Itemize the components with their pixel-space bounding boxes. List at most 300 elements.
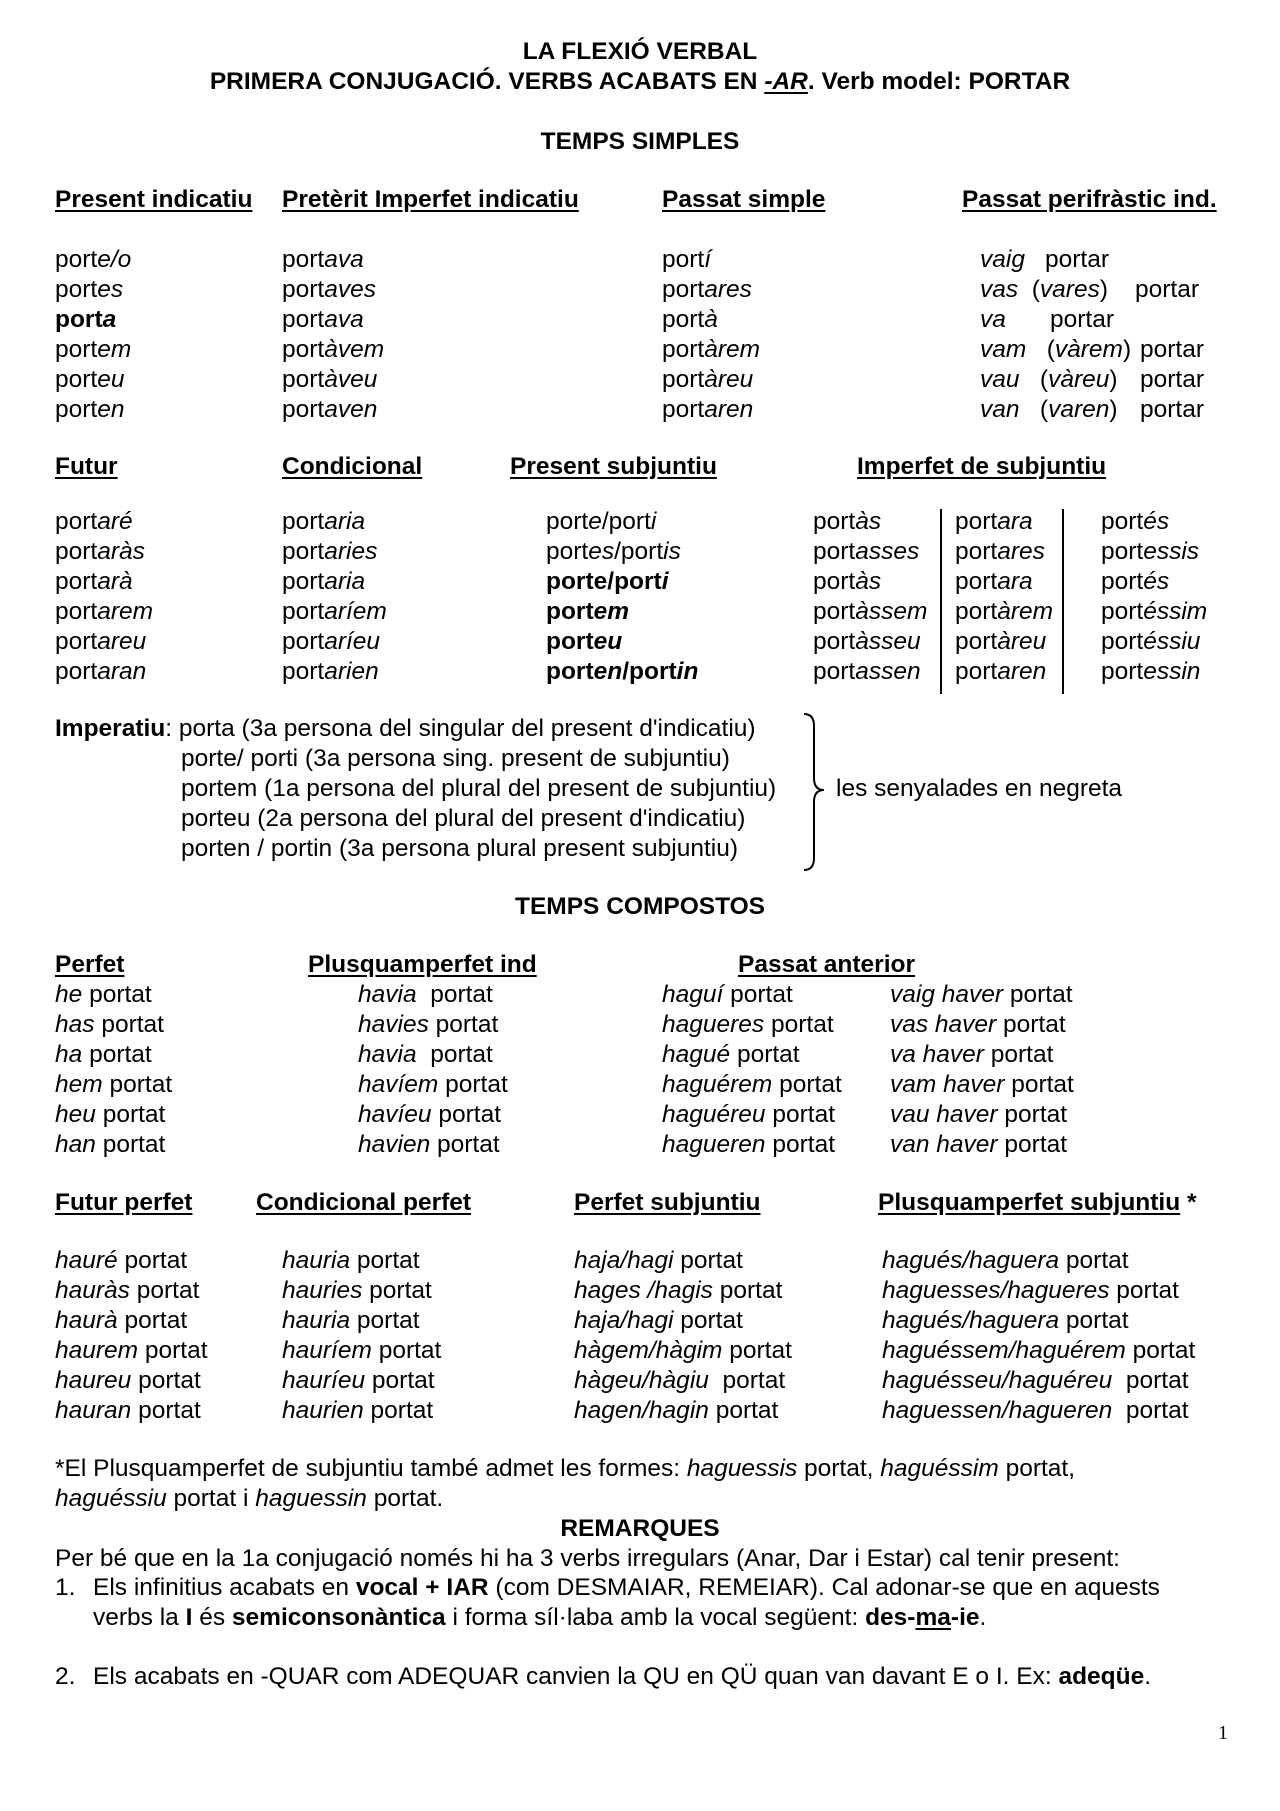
- text-segment: port: [662, 366, 705, 393]
- text-segment: port: [662, 246, 705, 273]
- header-present-indicatiu: Present indicatiu: [55, 186, 253, 213]
- text-segment: hagués/haguera: [882, 1247, 1060, 1274]
- text-segment: haguessen/hagueren: [882, 1397, 1113, 1424]
- text-segment: han: [55, 1131, 96, 1158]
- curly-brace-icon: [800, 712, 830, 872]
- text-segment: port: [662, 276, 705, 303]
- column-perfet: [55, 980, 172, 1160]
- text-segment: havia: [358, 1041, 417, 1068]
- conjugation-form: [813, 597, 927, 627]
- text-segment: portat: [117, 1247, 188, 1274]
- conjugation-form: [55, 1366, 208, 1396]
- conjugation-form: [955, 507, 1053, 537]
- subtitle-ending: -AR: [764, 68, 808, 95]
- text-segment: portat: [416, 981, 493, 1008]
- text-segment: assen: [855, 658, 921, 685]
- text-segment: ares: [704, 276, 752, 303]
- text-segment: port: [813, 508, 856, 535]
- header-condicional: Condicional: [282, 453, 423, 480]
- conjugation-form: [890, 1130, 1074, 1160]
- text-segment: essis: [1143, 538, 1200, 565]
- text-segment: port: [662, 306, 705, 333]
- remarques-item-2-line: [93, 1663, 1151, 1691]
- text-segment: des-: [865, 1604, 916, 1631]
- text-segment: portat: [138, 1337, 208, 1364]
- text-segment: hauria: [282, 1247, 351, 1274]
- conjugation-form: [282, 627, 387, 657]
- conjugation-form: [662, 245, 760, 275]
- conjugation-form: [1101, 507, 1207, 537]
- conjugation-form: [55, 507, 153, 537]
- imperatiu-label: Imperatiu: [55, 715, 166, 742]
- text-segment: port: [813, 658, 856, 685]
- section-title-remarques: REMARQUES: [560, 1515, 720, 1542]
- text-segment: port: [546, 628, 594, 655]
- text-segment: van: [980, 396, 1020, 423]
- text-segment: port: [55, 396, 98, 423]
- text-segment: .: [979, 1604, 987, 1631]
- footnote-marker: *: [1180, 1189, 1197, 1216]
- text-segment: portat: [416, 1041, 493, 1068]
- conjugation-form: [1101, 597, 1207, 627]
- conjugation-form: [55, 305, 131, 335]
- text-segment: port: [55, 246, 98, 273]
- text-segment: àreu: [997, 628, 1047, 655]
- column-imperfet-subjuntiu-2: [955, 507, 1053, 687]
- text-segment: va haver: [890, 1041, 984, 1068]
- text-segment: portat: [1003, 981, 1073, 1008]
- text-segment: hauríeu: [282, 1367, 366, 1394]
- text-segment: portat: [95, 1101, 166, 1128]
- text-segment: vas haver: [890, 1011, 997, 1038]
- text-segment: àsseu: [855, 628, 921, 655]
- conjugation-form: [574, 1396, 792, 1426]
- text-segment: port: [55, 276, 98, 303]
- text-segment: port: [282, 508, 325, 535]
- text-segment: ): [1099, 276, 1109, 303]
- text-segment: portat: [1004, 1071, 1074, 1098]
- text-segment: portat: [708, 1397, 779, 1424]
- conjugation-form: [55, 275, 131, 305]
- imperatiu-line-3: portem (1a persona del plural del present de subjuntiu): [181, 775, 777, 802]
- text-segment: port: [282, 538, 325, 565]
- column-futur-perfet: [55, 1246, 208, 1426]
- conjugation-form: [55, 597, 153, 627]
- text-segment: hauríem: [282, 1337, 372, 1364]
- text-segment: portat: [772, 1071, 842, 1098]
- conjugation-form: [282, 365, 384, 395]
- text-segment: portat,: [998, 1455, 1076, 1482]
- text-segment: haurien: [282, 1397, 364, 1424]
- remarques-item-1-number: 1.: [55, 1574, 76, 1601]
- conjugation-form: [55, 365, 131, 395]
- column-imperfet-subjuntiu-3: [1101, 507, 1207, 687]
- text-segment: portat: [764, 1011, 834, 1038]
- text-segment: port: [282, 336, 325, 363]
- text-segment: ava: [324, 246, 364, 273]
- column-plusquamperfet-subjuntiu: [882, 1246, 1195, 1426]
- text-segment: Els infinitius acabats en: [93, 1574, 356, 1601]
- text-segment: portat i: [166, 1485, 256, 1512]
- text-segment: en: [593, 658, 623, 685]
- conjugation-form: [358, 1130, 508, 1160]
- conjugation-form: [1101, 627, 1207, 657]
- text-segment: i: [650, 508, 657, 535]
- conjugation-form: [55, 335, 131, 365]
- text-segment: portat,: [797, 1455, 881, 1482]
- text-segment: portat: [1112, 1397, 1189, 1424]
- column-perifrastic-verb-b: [1135, 275, 1199, 305]
- text-segment: portat: [722, 1337, 792, 1364]
- conjugation-form: [358, 1070, 508, 1100]
- text-segment: portat: [997, 1101, 1068, 1128]
- conjugation-form: [358, 980, 508, 1010]
- text-segment: àreu: [704, 366, 754, 393]
- imperatiu-line-2: porte/ porti (3a persona sing. present de subjuntiu): [181, 745, 730, 772]
- text-segment: /port: [614, 538, 664, 565]
- text-segment: vares: [1039, 276, 1100, 303]
- text-segment: portat: [95, 1131, 166, 1158]
- text-segment: port: [546, 538, 589, 565]
- text-segment: port: [282, 276, 325, 303]
- text-segment: aria: [324, 508, 366, 535]
- text-segment: hagués/haguera: [882, 1307, 1060, 1334]
- column-divider: [1062, 509, 1064, 694]
- text-segment: *El Plusquamperfet de subjuntiu també admet les formes:: [55, 1455, 687, 1482]
- text-segment: port: [55, 336, 98, 363]
- text-segment: vam: [980, 336, 1027, 363]
- conjugation-form: [282, 597, 387, 627]
- text-segment: port: [282, 306, 325, 333]
- conjugation-form: [282, 1306, 441, 1336]
- text-segment: ares: [997, 538, 1045, 565]
- text-segment: port: [1101, 628, 1144, 655]
- conjugation-form: [574, 1366, 792, 1396]
- text-segment: vàreu: [1048, 366, 1110, 393]
- column-passat-anterior-1: [662, 980, 842, 1160]
- text-segment: ): [1122, 336, 1132, 363]
- text-segment: port: [955, 568, 998, 595]
- text-segment: van haver: [890, 1131, 998, 1158]
- conjugation-form: [55, 1336, 208, 1366]
- text-segment: portat: [82, 1041, 152, 1068]
- text-segment: hagen/hagin: [574, 1397, 709, 1424]
- conjugation-form: [358, 1040, 508, 1070]
- conjugation-form: [955, 597, 1053, 627]
- text-segment: havien: [358, 1131, 431, 1158]
- text-segment: port: [662, 396, 705, 423]
- header-passat-anterior: Passat anterior: [738, 951, 916, 978]
- conjugation-form: [1101, 537, 1207, 567]
- conjugation-form: [282, 1336, 441, 1366]
- conjugation-form: [890, 980, 1074, 1010]
- text-segment: vas: [980, 276, 1019, 303]
- conjugation-form: [662, 395, 760, 425]
- header-imperfet-indicatiu: Pretèrit Imperfet indicatiu: [282, 186, 579, 213]
- imperatiu-text: : porta (3a persona del singular del present d'indicatiu): [165, 715, 756, 742]
- footnote-line-1: [55, 1455, 1075, 1483]
- conjugation-form: [282, 537, 387, 567]
- text-segment: havies: [358, 1011, 429, 1038]
- text-segment: (: [1019, 366, 1049, 393]
- text-segment: port: [1101, 658, 1144, 685]
- text-segment: port: [282, 396, 325, 423]
- text-segment: port: [282, 658, 325, 685]
- conjugation-form: [282, 1366, 441, 1396]
- conjugation-form: [813, 657, 927, 687]
- text-segment: es: [588, 538, 615, 565]
- conjugation-form: [955, 567, 1053, 597]
- text-segment: varen: [1048, 396, 1110, 423]
- text-segment: port: [1101, 508, 1144, 535]
- text-segment: va: [980, 306, 1006, 333]
- text-segment: aré: [97, 508, 133, 535]
- text-segment: em: [593, 598, 630, 625]
- text-segment: portat: [102, 1071, 173, 1098]
- text-segment: aren: [704, 396, 754, 423]
- conjugation-form: [890, 1010, 1074, 1040]
- column-passat-anterior-2: [890, 980, 1074, 1160]
- conjugation-form: [55, 627, 153, 657]
- text-segment: haureu: [55, 1367, 132, 1394]
- verb-portar: portar: [1140, 336, 1205, 363]
- text-segment: haguesses/hagueres: [882, 1277, 1110, 1304]
- text-segment: portat: [712, 1277, 783, 1304]
- conjugation-form: [882, 1366, 1195, 1396]
- text-segment: às: [855, 508, 882, 535]
- text-segment: portat: [129, 1277, 200, 1304]
- text-segment: portat: [365, 1367, 435, 1394]
- text-segment: haurà: [55, 1307, 118, 1334]
- text-segment: port: [546, 508, 589, 535]
- text-segment: àssem: [855, 598, 928, 625]
- text-segment: ara: [997, 568, 1033, 595]
- conjugation-form: [55, 1306, 208, 1336]
- text-segment: port: [282, 628, 325, 655]
- text-segment: hauré: [55, 1247, 118, 1274]
- conjugation-form: [890, 1040, 1074, 1070]
- text-segment: (com DESMAIAR, REMEIAR). Cal adonar-se que en aquests: [488, 1574, 1160, 1601]
- conjugation-form: [546, 567, 698, 597]
- text-segment: às: [855, 568, 882, 595]
- text-segment: portat: [430, 1131, 500, 1158]
- verb-portar: portar: [1045, 246, 1110, 273]
- column-perifrastic-verb-a: [1045, 245, 1109, 275]
- header-condicional-perfet: Condicional perfet: [256, 1189, 472, 1216]
- text-segment: port: [813, 568, 856, 595]
- conjugation-form: [55, 1276, 208, 1306]
- text-segment: port: [546, 598, 594, 625]
- conjugation-form: [282, 395, 384, 425]
- text-segment: port: [282, 246, 325, 273]
- text-segment: portat: [131, 1397, 201, 1424]
- text-segment: havia: [358, 981, 417, 1008]
- text-segment: portat.: [366, 1485, 444, 1512]
- document-title: LA FLEXIÓ VERBAL: [522, 38, 758, 65]
- text-segment: semiconsonàntica: [231, 1604, 446, 1631]
- header-text: Plusquamperfet subjuntiu: [878, 1189, 1181, 1216]
- text-segment: vaig haver: [890, 981, 1004, 1008]
- text-segment: àveu: [324, 366, 378, 393]
- column-imperfet-indicatiu: [282, 245, 384, 425]
- conjugation-form: [813, 567, 927, 597]
- text-segment: àrem: [704, 336, 761, 363]
- text-segment: portat: [117, 1307, 188, 1334]
- text-segment: àrem: [997, 598, 1054, 625]
- text-segment: ma: [915, 1604, 951, 1631]
- conjugation-form: [1101, 657, 1207, 687]
- text-segment: /port: [607, 568, 662, 595]
- header-passat-perifrastic: Passat perifràstic ind.: [962, 186, 1217, 213]
- text-segment: portat: [996, 1011, 1066, 1038]
- text-segment: portat: [765, 1101, 836, 1128]
- header-futur: Futur: [55, 453, 118, 480]
- text-segment: I: [185, 1604, 193, 1631]
- text-segment: port: [955, 538, 998, 565]
- text-segment: portat: [1059, 1307, 1129, 1334]
- column-present-subjuntiu: [546, 507, 698, 687]
- conjugation-form: [574, 1276, 792, 1306]
- text-segment: aríeu: [324, 628, 381, 655]
- text-segment: port: [55, 508, 98, 535]
- text-segment: arà: [97, 568, 133, 595]
- verb-portar: portar: [1140, 396, 1205, 423]
- text-segment: port: [55, 538, 98, 565]
- text-segment: port: [1101, 598, 1144, 625]
- text-segment: ava: [324, 306, 364, 333]
- conjugation-form: [282, 275, 384, 305]
- text-segment: port: [955, 508, 998, 535]
- text-segment: portat: [1109, 1277, 1179, 1304]
- text-segment: aríem: [324, 598, 387, 625]
- header-text: Futur perfet: [55, 1189, 193, 1216]
- conjugation-form: [282, 1276, 441, 1306]
- text-segment: he: [55, 981, 83, 1008]
- conjugation-form: [955, 537, 1053, 567]
- text-segment: heu: [55, 1101, 96, 1128]
- conjugation-form: [55, 245, 131, 275]
- conjugation-form: [662, 335, 760, 365]
- text-segment: adeqüe: [1058, 1663, 1145, 1690]
- text-segment: haja/hagi: [574, 1247, 674, 1274]
- text-segment: port: [282, 568, 325, 595]
- text-segment: i forma síl·laba amb la vocal següent:: [445, 1604, 866, 1631]
- conjugation-form: [55, 980, 172, 1010]
- verb-portar: portar: [1050, 306, 1115, 333]
- conjugation-form: [890, 1100, 1074, 1130]
- conjugation-form: [55, 395, 131, 425]
- section-title-simple: TEMPS SIMPLES: [540, 128, 740, 155]
- text-segment: /port: [601, 508, 651, 535]
- column-condicional-perfet: [282, 1246, 441, 1426]
- text-segment: hàgeu/hàgiu: [574, 1367, 709, 1394]
- conjugation-form: [546, 657, 698, 687]
- remarques-intro: Per bé que en la 1a conjugació només hi ha 3 verbs irregulars (Anar, Dar i Estar) cal tenir present:: [55, 1545, 1120, 1572]
- conjugation-form: [282, 335, 384, 365]
- conjugation-form: [55, 1130, 172, 1160]
- text-segment: .: [1144, 1663, 1152, 1690]
- header-plusquamperfet: Plusquamperfet ind: [308, 951, 537, 978]
- text-segment: en: [97, 396, 125, 423]
- text-segment: (: [1018, 276, 1040, 303]
- conjugation-form: [55, 1396, 208, 1426]
- conjugation-form: [55, 567, 153, 597]
- text-segment: éssim: [1143, 598, 1208, 625]
- imperatiu-line-4: porteu (2a persona del plural del present d'indicatiu): [181, 805, 746, 832]
- subtitle-model: . Verb model: PORTAR: [807, 68, 1071, 95]
- verb-portar: portar: [1135, 276, 1200, 303]
- text-segment: asses: [855, 538, 920, 565]
- imperatiu-line-1: [55, 715, 756, 743]
- conjugation-form: [546, 507, 698, 537]
- text-segment: havíem: [358, 1071, 439, 1098]
- document-subtitle: [0, 68, 1280, 96]
- text-segment: aran: [97, 658, 147, 685]
- conjugation-form: [980, 365, 1131, 395]
- text-segment: ): [1109, 366, 1118, 393]
- text-segment: portat: [82, 981, 152, 1008]
- text-segment: haja/hagi: [574, 1307, 674, 1334]
- text-segment: aren: [997, 658, 1047, 685]
- text-segment: port: [55, 568, 98, 595]
- text-segment: port: [546, 658, 594, 685]
- subtitle-part: PRIMERA CONJUGACIÓ. VERBS ACABATS EN: [209, 68, 765, 95]
- text-segment: e/o: [97, 246, 132, 273]
- conjugation-form: [55, 1070, 172, 1100]
- remarques-item-2-number: 2.: [55, 1663, 76, 1690]
- text-segment: és: [1143, 508, 1170, 535]
- text-segment: portat: [131, 1367, 201, 1394]
- conjugation-form: [813, 537, 927, 567]
- conjugation-form: [282, 657, 387, 687]
- section-title-compound: TEMPS COMPOSTOS: [514, 893, 766, 920]
- column-perfet-subjuntiu: [574, 1246, 792, 1426]
- text-segment: has: [55, 1011, 95, 1038]
- conjugation-form: [813, 507, 927, 537]
- conjugation-form: [662, 980, 842, 1010]
- text-segment: port: [955, 628, 998, 655]
- conjugation-form: [890, 1070, 1074, 1100]
- column-present-indicatiu: [55, 245, 131, 425]
- text-segment: à: [704, 306, 718, 333]
- conjugation-form: [662, 365, 760, 395]
- header-imperfet-subjuntiu: Imperfet de subjuntiu: [857, 453, 1107, 480]
- text-segment: vàrem: [1054, 336, 1123, 363]
- text-segment: portat: [673, 1307, 743, 1334]
- text-segment: portat: [1059, 1247, 1129, 1274]
- text-segment: portat: [94, 1011, 164, 1038]
- text-segment: hauràs: [55, 1277, 130, 1304]
- remarques-item-1-line-1: [93, 1574, 1160, 1602]
- column-perifrastic-verb-d: [1140, 335, 1204, 425]
- text-segment: -ie: [950, 1604, 980, 1631]
- text-segment: haguí: [662, 981, 724, 1008]
- conjugation-form: [55, 1010, 172, 1040]
- conjugation-form: [955, 657, 1053, 687]
- text-segment: haurem: [55, 1337, 139, 1364]
- text-segment: port: [55, 658, 98, 685]
- column-passat-simple: [662, 245, 760, 425]
- text-segment: portat: [431, 1101, 502, 1128]
- text-segment: haguéssiu: [55, 1485, 167, 1512]
- text-segment: portat: [1125, 1337, 1196, 1364]
- text-segment: portat: [708, 1367, 786, 1394]
- text-segment: haguéreu: [662, 1101, 766, 1128]
- text-segment: port: [813, 628, 856, 655]
- conjugation-form: [282, 567, 387, 597]
- text-segment: eu: [593, 628, 623, 655]
- conjugation-form: [358, 1100, 508, 1130]
